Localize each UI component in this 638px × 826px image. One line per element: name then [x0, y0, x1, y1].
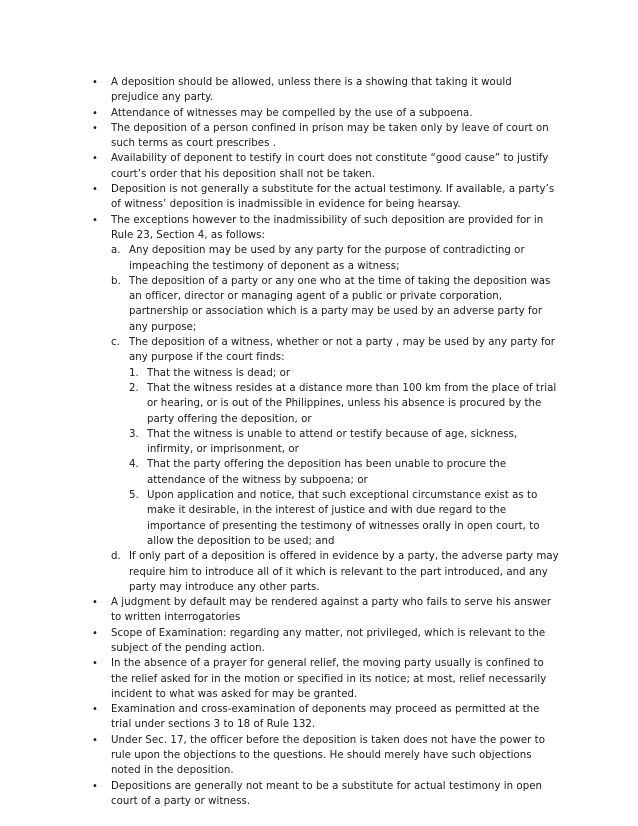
numbered-text: Upon application and notice, that such exceptional circumstance exist as to make it desirable, in the interest of justice and with due regard to the importance of presenting the testimony of witnesses orally in open court, to allow the deposition to be used; and	[147, 490, 540, 547]
bullet-item	[92, 733, 562, 779]
number-marker: 3.	[129, 428, 139, 440]
bullet-item	[92, 656, 562, 702]
letter-marker: d.	[111, 551, 121, 563]
bullet-text: Attendance of witnesses may be compelled by the use of a subpoena.	[111, 107, 473, 119]
numbered-text: That the witness is dead; or	[147, 367, 291, 379]
bullet-text: The deposition of a person confined in prison may be taken only by leave of court on such terms as court prescribes .	[111, 122, 549, 150]
bullet-icon: •	[92, 77, 98, 88]
bullet-icon: •	[92, 107, 98, 119]
lettered-item	[111, 243, 562, 274]
numbered-list	[129, 366, 562, 550]
bullet-icon: •	[92, 658, 98, 670]
numbered-item	[129, 427, 562, 458]
lettered-text: If only part of a deposition is offered in evidence by a party, the adverse party may require him to introduce all of it which is relevant to the part introduced, and any party may introduce any other parts.	[129, 551, 559, 593]
bullet-text: Scope of Examination: regarding any matter, not privileged, which is relevant to the subject of the pending action.	[111, 627, 546, 654]
lettered-item	[111, 274, 562, 335]
bullet-icon: •	[92, 780, 98, 792]
number-marker: 5.	[129, 490, 139, 502]
bullet-icon: •	[92, 627, 98, 639]
bullet-text: The exceptions however to the inadmissibility of such deposition are provided for in Rule 23, Section 4, as follows:	[111, 214, 544, 241]
bullet-item	[92, 779, 562, 810]
bullet-text: Under Sec. 17, the officer before the deposition is taken does not have the power to rule upon the objections to the questions. He should merely have such objections noted in the deposition.	[111, 734, 546, 777]
numbered-item	[129, 381, 562, 427]
bullet-text: A deposition should be allowed, unless there is a showing that taking it would prejudice any party.	[111, 77, 512, 104]
numbered-item	[129, 488, 562, 549]
numbered-text: That the witness resides at a distance more than 100 km from the place of trial or hearing, or is out of the Philippines, unless his absence is procured by the party offering the deposition, or	[147, 382, 557, 425]
bullet-item	[92, 702, 562, 733]
number-marker: 4.	[129, 459, 139, 471]
bullet-item	[92, 106, 562, 121]
lettered-item	[111, 549, 562, 595]
numbered-item	[129, 366, 562, 381]
bullet-icon: •	[92, 153, 98, 165]
bullet-item	[92, 151, 562, 182]
bullet-item	[92, 213, 562, 595]
bullet-list	[92, 75, 562, 809]
number-marker: 2.	[129, 382, 139, 394]
lettered-item	[111, 335, 562, 549]
bullet-text: Depositions are generally not meant to be a substitute for actual testimony in open court of a party or witness.	[111, 780, 543, 807]
lettered-list	[111, 243, 562, 595]
lettered-text: Any deposition may be used by any party for the purpose of contradicting or impeaching the testimony of deponent as a witness;	[129, 245, 525, 272]
lettered-text: The deposition of a party or any one who at the time of taking the deposition was an officer, director or managing agent of a public or private corporation, partnership or association which is a party may be used by an adverse party for any purpose;	[129, 275, 551, 333]
numbered-text: That the witness is unable to attend or testify because of age, sickness, infirmity, or imprisonment, or	[147, 428, 518, 456]
bullet-item	[92, 121, 562, 152]
bullet-text: Availability of deponent to testify in court does not constitute “good cause” to justify court’s order that his deposition shall not be taken.	[111, 153, 549, 180]
bullet-item	[92, 626, 562, 657]
bullet-text: A judgment by default may be rendered against a party who fails to serve his answer to written interrogatories	[111, 597, 552, 624]
numbered-item	[129, 457, 562, 488]
bullet-text: Deposition is not generally a substitute for the actual testimony. If available, a party’s of witness’ deposition is inadmissible in evidence for being hearsay.	[111, 184, 555, 211]
letter-marker: a.	[111, 245, 121, 257]
lettered-text: The deposition of a witness, whether or not a party , may be used by any party for any purpose if the court finds:	[129, 337, 556, 364]
bullet-item	[92, 595, 562, 626]
bullet-icon: •	[92, 597, 98, 609]
bullet-icon: •	[92, 704, 98, 716]
bullet-item	[92, 75, 562, 106]
bullet-text: Examination and cross-examination of deponents may proceed as permitted at the trial under sections 3 to 18 of Rule 132.	[111, 704, 540, 731]
bullet-text: In the absence of a prayer for general relief, the moving party usually is confined to the relief asked for in the motion or specified in its notice; at most, relief necessarily incident to what was asked for may be granted.	[111, 658, 547, 700]
letter-marker: c.	[111, 337, 120, 349]
bullet-icon: •	[92, 184, 98, 196]
bullet-item	[92, 182, 562, 213]
bullet-icon: •	[92, 734, 98, 746]
numbered-text: That the party offering the deposition has been unable to procure the attendance of the witness by subpoena; or	[147, 459, 507, 486]
bullet-icon: •	[92, 214, 98, 226]
letter-marker: b.	[111, 275, 121, 287]
bullet-icon: •	[92, 122, 98, 134]
number-marker: 1.	[129, 367, 139, 379]
